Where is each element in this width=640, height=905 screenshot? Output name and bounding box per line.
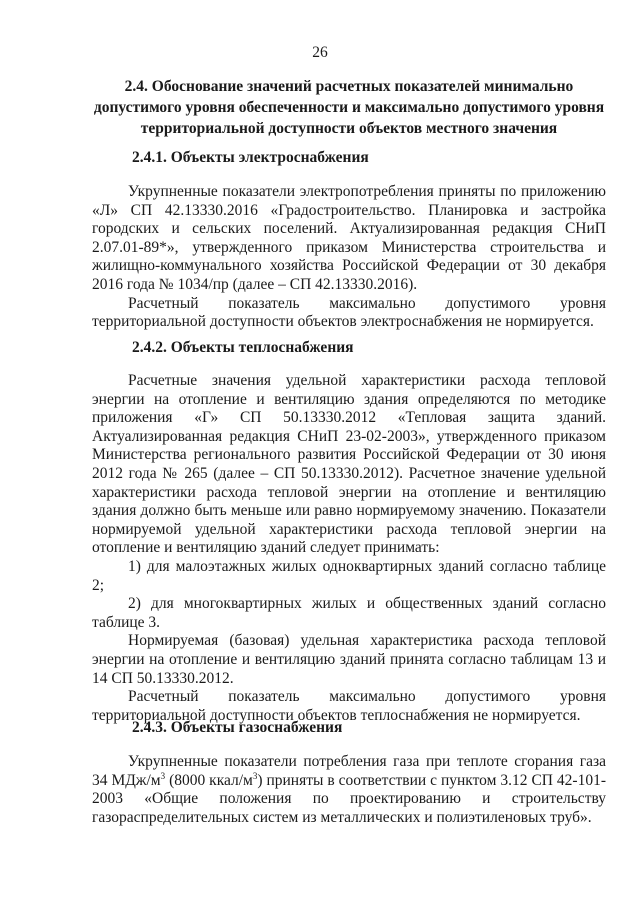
paragraph: Расчетные значения удельной характеристики расхода тепловой энергии на отопление и вентиляцию здания определяются по методике приложения «Г» СП 50.13330.2012 «Тепловая защита зданий. Актуализированная редакция СНиП 23-02-2003», утвержденного приказом Министерства регионального развития Российской Федерации от 30 июня 2012 года № 265 (далее – СП 50.13330.2012). Расчетное значение удельной характеристики расхода тепловой энергии на отопление и вентиляцию здания должно быть меньше или равно нормируемому значению. Показатели нормируемой удельной характеристики расхода тепловой энергии на отопление и вентиляцию зданий следует принимать: — [92, 372, 606, 557]
subsection-title-electricity: 2.4.1. Объекты электроснабжения — [132, 149, 369, 166]
subsection-title-heat: 2.4.2. Объекты теплоснабжения — [132, 339, 354, 356]
page-number: 26 — [312, 44, 328, 61]
subsection-body-gas — [92, 753, 606, 827]
subsection-body-electricity — [92, 183, 606, 332]
paragraph: Укрупненные показатели электропотребления приняты по приложению «Л» СП 42.13330.2016 «Градостроительство. Планировка и застройка городских и сельских поселений. Актуализированная редакция СНиП 2.07.01-89*», утвержденного приказом Министерства строительства и жилищно-коммунального хозяйства Российской Федерации от 30 декабря 2016 года № 1034/пр (далее – СП 42.13330.2016). — [92, 183, 606, 293]
list-item: 2) для многоквартирных жилых и общественных зданий согласно таблице 3. — [92, 595, 606, 631]
paragraph: Укрупненные показатели потребления газа при теплоте сгорания газа 34 МДж/$м^3$ (8000 ккал/$м^3$) приняты в соответствии с пунктом 3.12 СП 42-101-2003 «Общие положения по проектированию и строительству газораспределительных систем из металлических и полиэтиленовых труб». — [92, 753, 606, 826]
list-item: 1) для малоэтажных жилых одноквартирных зданий согласно таблице 2; — [92, 557, 606, 594]
subsection-title-gas: 2.4.3. Объекты газоснабжения — [132, 719, 343, 736]
paragraph: Нормируемая (базовая) удельная характеристика расхода тепловой энергии на отопление и вентиляцию зданий принята согласно таблицам 13 и 14 СП 50.13330.2012. — [92, 632, 606, 687]
paragraph: Расчетный показатель максимально допустимого уровня территориальной доступности объектов теплоснабжения не нормируется. — [92, 688, 606, 724]
paragraph: Расчетный показатель максимально допустимого уровня территориальной доступности объектов электроснабжения не нормируется. — [92, 294, 606, 331]
section-title: 2.4. Обоснование значений расчетных показателей минимально допустимого уровня обеспеченности и максимально допустимого уровня территориальной доступности объектов местного значения — [93, 78, 605, 137]
subsection-body-heat — [92, 372, 606, 725]
